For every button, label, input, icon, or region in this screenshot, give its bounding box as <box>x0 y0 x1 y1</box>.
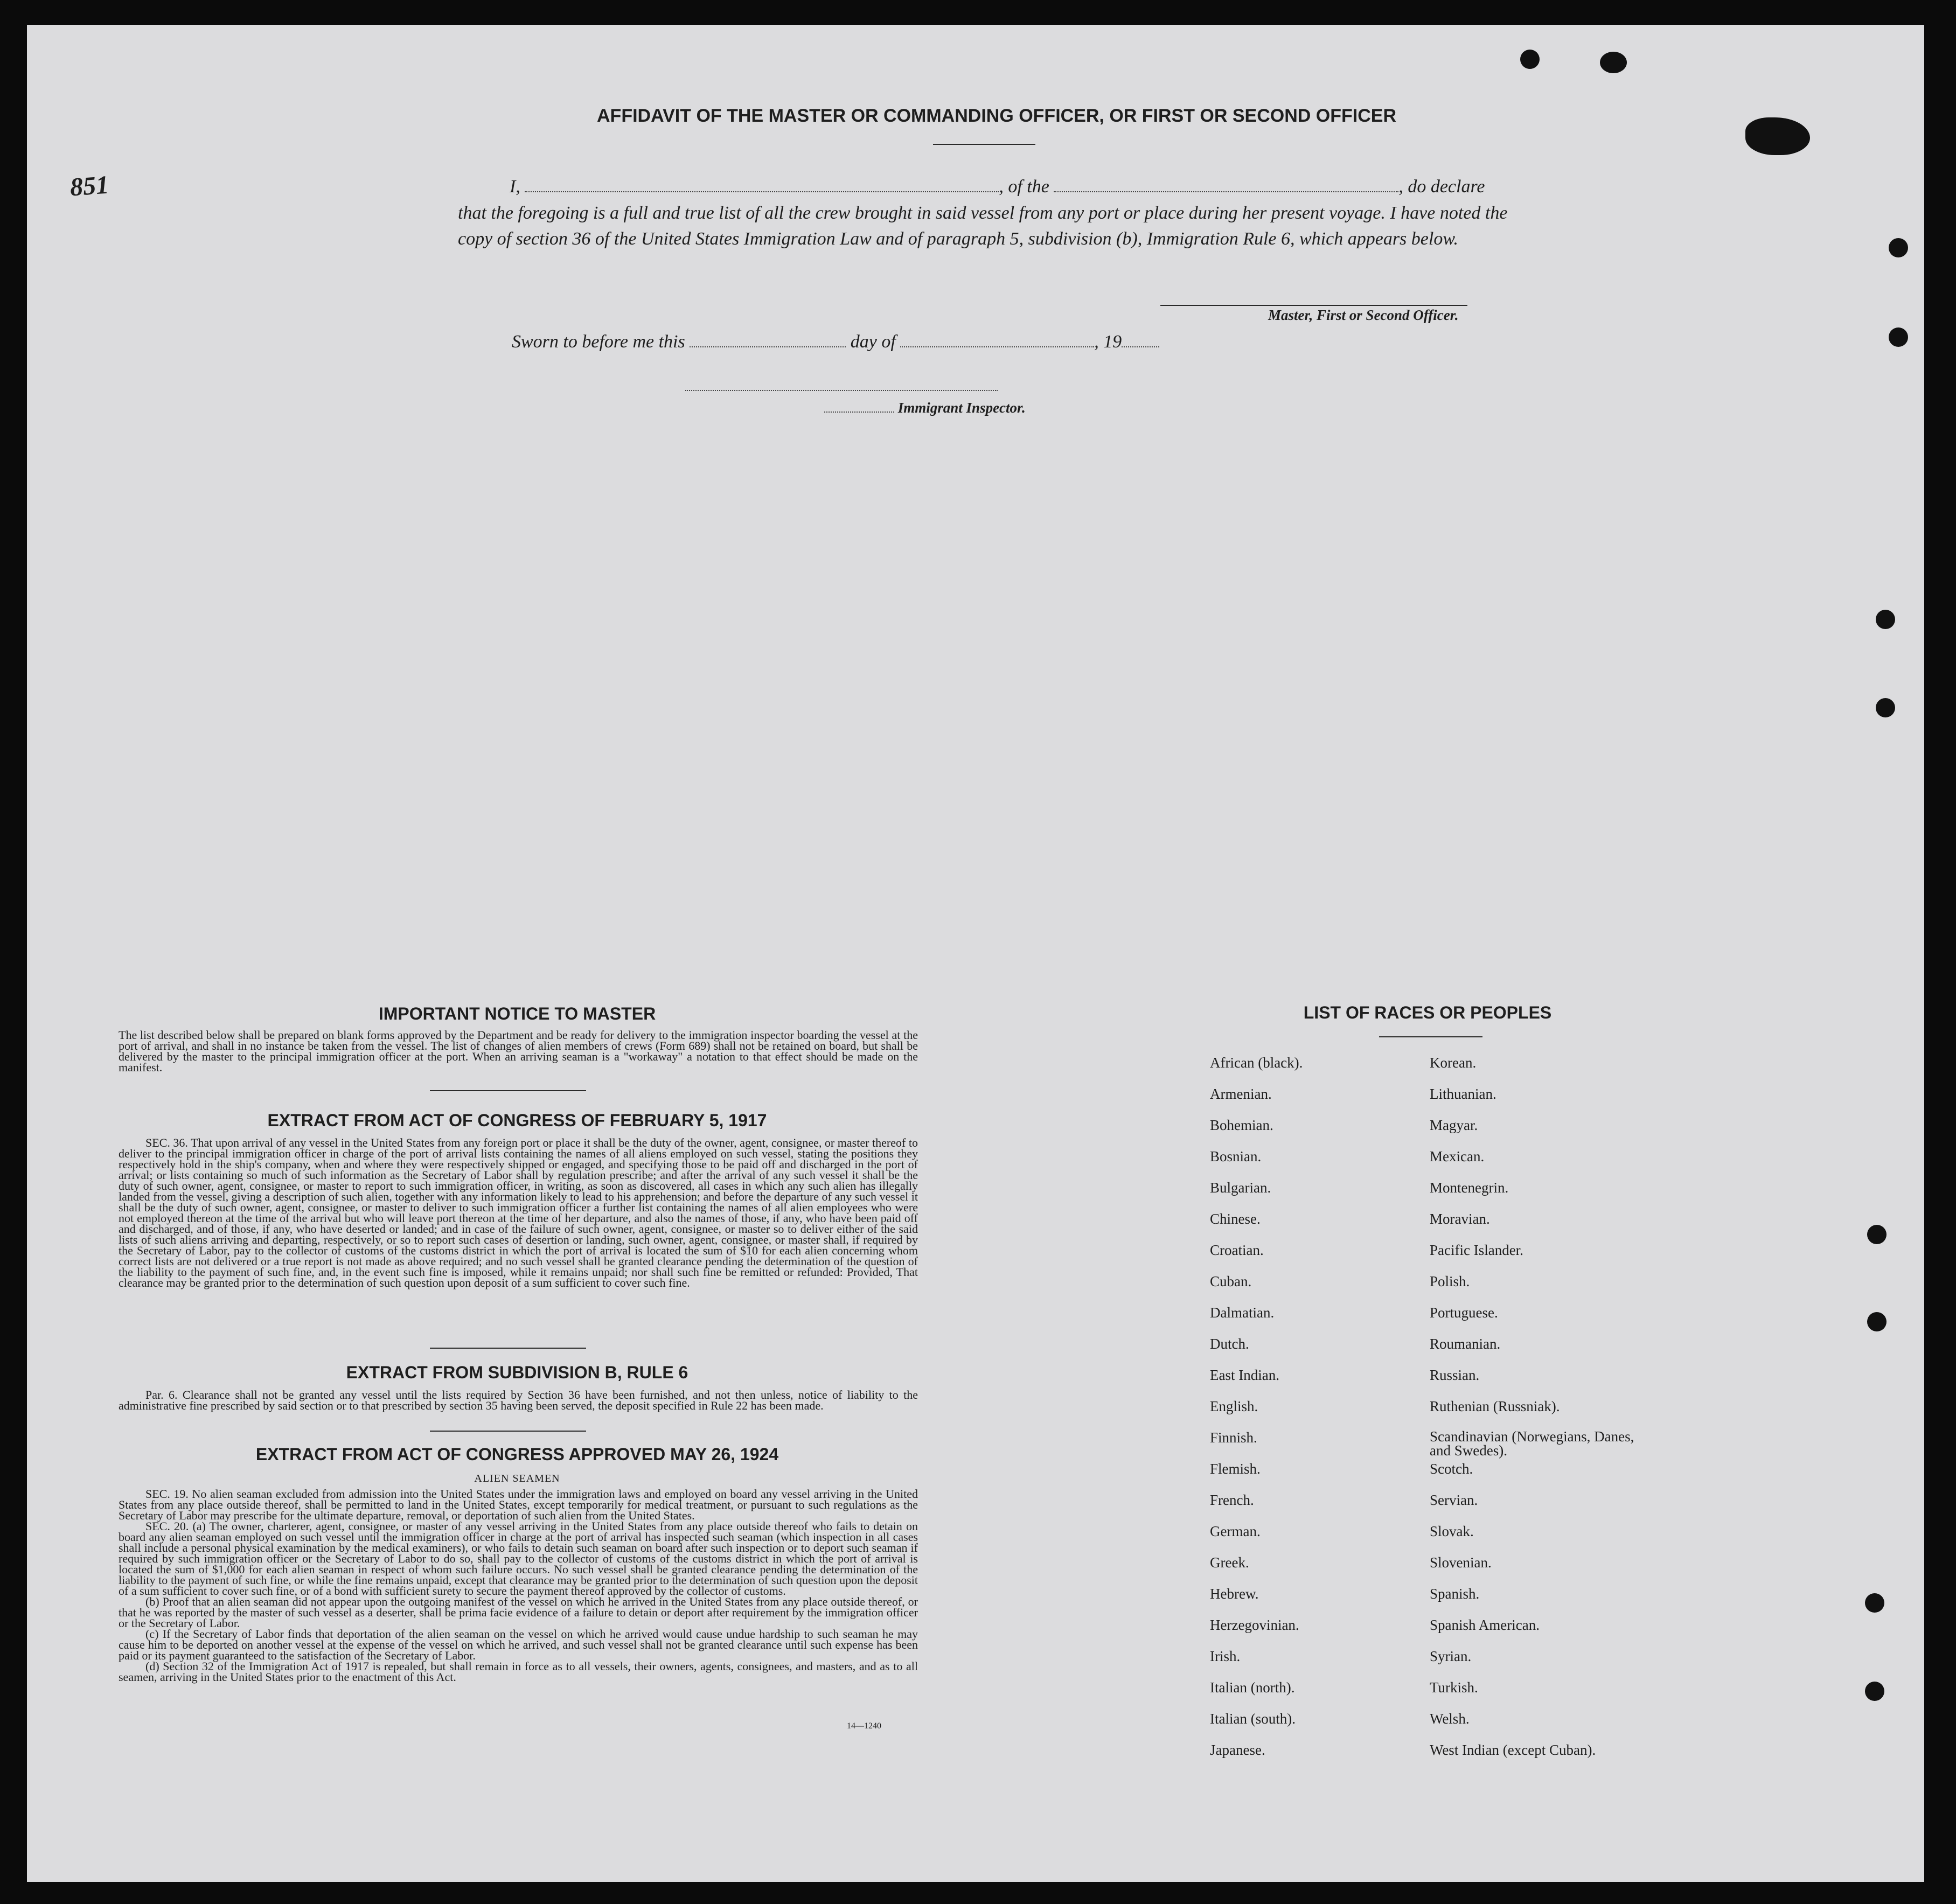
race-item: Mexican. <box>1430 1148 1485 1164</box>
race-item: Korean. <box>1430 1055 1477 1071</box>
race-item: Irish. <box>1210 1648 1241 1664</box>
race-item: German. <box>1210 1523 1261 1539</box>
divider <box>933 144 1035 145</box>
race-item: African (black). <box>1210 1055 1303 1071</box>
inspector-signature-line <box>685 390 998 391</box>
name-field[interactable] <box>525 191 999 192</box>
race-item: Greek. <box>1210 1554 1249 1571</box>
i-label: I, <box>510 177 520 197</box>
punch-hole <box>1876 610 1895 629</box>
race-item: Chinese. <box>1210 1211 1261 1227</box>
extract-1924-paragraph: (d) Section 32 of the Immigration Act of 1917 is repealed, but shall remain in force as to all vessels, their owners, agents, consignees, and masters, and as to all seamen, arriving in the United States prior to the enactment of this Act. <box>119 1659 918 1684</box>
declaration-line <box>510 177 1485 197</box>
year-field[interactable] <box>1122 346 1159 347</box>
punch-hole <box>1600 52 1627 73</box>
race-item: Servian. <box>1430 1492 1478 1508</box>
race-item: Flemish. <box>1210 1461 1261 1477</box>
race-item: Bohemian. <box>1210 1117 1273 1133</box>
punch-hole <box>1520 50 1540 69</box>
race-item: Croatian. <box>1210 1242 1264 1258</box>
races-right-column <box>1430 1055 1634 1773</box>
race-item: Finnish. <box>1210 1429 1257 1446</box>
extract-1924-subtitle: ALIEN SEAMEN <box>474 1473 560 1484</box>
punch-hole <box>1876 698 1895 717</box>
vessel-field[interactable] <box>1054 191 1398 192</box>
race-item: Bulgarian. <box>1210 1180 1271 1196</box>
rule6-text: Par. 6. Clearance shall not be granted any vessel until the lists required by Section 36 have been furnished, and not then unless, notice of liability to the administrative fine prescribed by said section or to that prescribed by section 35 having been served, the deposit specified in Rule 22 has been made. <box>119 1388 918 1412</box>
extract-1924-body <box>119 1489 918 1683</box>
race-item: Turkish. <box>1430 1679 1478 1696</box>
race-item: Roumanian. <box>1430 1336 1501 1352</box>
race-item: Polish. <box>1430 1273 1470 1289</box>
race-item: Slovenian. <box>1430 1554 1492 1571</box>
punch-hole <box>1889 327 1908 347</box>
race-item: English. <box>1210 1398 1258 1414</box>
race-item: Italian (north). <box>1210 1679 1295 1696</box>
race-item: Armenian. <box>1210 1086 1272 1102</box>
inspector-label: Immigrant Inspector. <box>897 400 1026 416</box>
race-item: Moravian. <box>1430 1211 1490 1227</box>
race-item: Dutch. <box>1210 1336 1249 1352</box>
do-declare-label: , do declare <box>1398 177 1485 197</box>
sworn-line <box>512 332 1159 352</box>
divider <box>1379 1036 1482 1037</box>
race-item: Lithuanian. <box>1430 1086 1496 1102</box>
divider <box>430 1348 586 1349</box>
punch-hole <box>1889 238 1908 257</box>
race-item: Scandinavian (Norwegians, Danes, and Swedes). <box>1430 1428 1634 1459</box>
notice-title: IMPORTANT NOTICE TO MASTER <box>378 1004 656 1023</box>
divider <box>430 1090 586 1091</box>
form-number: 14—1240 <box>847 1721 881 1731</box>
punch-hole <box>1867 1312 1887 1331</box>
race-item: Welsh. <box>1430 1711 1470 1727</box>
affidavit-body: that the foregoing is a full and true list of all the crew brought in said vessel from any port or place during her present voyage. I have noted the copy of section 36 of the United States Immigration Law and of paragraph 5, subdivision (b), Immigration Rule 6, which appears below. <box>458 203 1508 249</box>
race-item: Herzegovinian. <box>1210 1617 1299 1633</box>
race-item: West Indian (except Cuban). <box>1430 1742 1596 1758</box>
affidavit-title: AFFIDAVIT OF THE MASTER OR COMMANDING OFFICER, OR FIRST OR SECOND OFFICER <box>597 106 1396 126</box>
extract-1917-text: SEC. 36. That upon arrival of any vessel in the United States from any foreign port or place it shall be the duty of the owner, agent, consignee, or master thereof to deliver to the principal immigration officer in charge of the port of arrival lists containing the names of all aliens employed on such vessel, stating the positions they respectively hold in the ship's company, when and where they were respectively shipped or engaged, and specifying those to be paid off and discharged in the port of arrival; or lists containing so much of such information as the Secretary of Labor shall by regulation prescribe; and after the arrival of any such vessel it shall be the duty of such owner, agent, consignee, or master to report to such immigration officer, in writing, as soon as discovered, all cases in which any such alien has illegally landed from the vessel, giving a description of such alien, together with any information likely to lead to his apprehension; and before the departure of any such vessel it shall be the duty of such owner, agent, consignee, or master to deliver to such immigration officer a further list containing the names of all alien employees who were not employed thereon at the time of the arrival but who will leave port thereon at the time of her departure, and also the names of those, if any, who have been paid off and discharged, and of those, if any, who have deserted or landed; and in case of the failure of such owner, agent, consignee, or master so to deliver either of the said lists of such aliens arriving and departing, respectively, or so to report such cases of desertion or landing, such owner, agent, consignee, or master shall, if required by the Secretary of Labor, pay to the collector of customs of the customs district in which the port of arrival is located the sum of $10 for each alien concerning whom correct lists are not delivered or a true report is not made as above required; and no such vessel shall be granted clearance pending the determination of the question of the liability to the payment of such fine, and, in the event such fine is imposed, while it remains unpaid; nor shall such fine be remitted or refunded: Provided, That clearance may be granted prior to the determination of such question upon deposit of a sum sufficient to cover such fine. <box>119 1136 918 1289</box>
sworn-label: Sworn to before me this <box>512 332 685 352</box>
race-item: Japanese. <box>1210 1742 1265 1758</box>
day-of-label: day of <box>850 332 896 352</box>
divider <box>430 1431 586 1432</box>
race-item: Syrian. <box>1430 1648 1472 1664</box>
punch-hole <box>1865 1593 1884 1613</box>
signature-caption: Master, First or Second Officer. <box>1268 307 1459 323</box>
punch-hole <box>1867 1225 1887 1244</box>
extract-1924-paragraph: (b) Proof that an alien seaman did not appear upon the outgoing manifest of the vessel on which he arrived in the United States from any place outside thereof, or that he was reported by the master of such vessel as a deserter, shall be prima facie evidence of a failure to detain or deport after requirement by the immigration officer or the Secretary of Labor. <box>119 1595 918 1630</box>
race-item: Spanish. <box>1430 1586 1480 1602</box>
races-title: LIST OF RACES OR PEOPLES <box>1303 1003 1552 1022</box>
year-label: , 19 <box>1094 332 1122 352</box>
race-item: French. <box>1210 1492 1254 1508</box>
race-item: Spanish American. <box>1430 1617 1540 1633</box>
race-item: Portuguese. <box>1430 1305 1498 1321</box>
extract-1924-title: EXTRACT FROM ACT OF CONGRESS APPROVED MAY 26, 1924 <box>255 1445 779 1464</box>
punch-hole <box>1865 1682 1884 1701</box>
race-item: East Indian. <box>1210 1367 1279 1383</box>
extract-1917-title: EXTRACT FROM ACT OF CONGRESS OF FEBRUARY 5, 1917 <box>267 1111 767 1130</box>
races-left-column <box>1210 1055 1303 1773</box>
race-item: Cuban. <box>1210 1273 1252 1289</box>
race-item: Russian. <box>1430 1367 1480 1383</box>
race-item: Ruthenian (Russniak). <box>1430 1398 1560 1414</box>
race-item: Slovak. <box>1430 1523 1474 1539</box>
race-item: Dalmatian. <box>1210 1305 1275 1321</box>
race-item: Hebrew. <box>1210 1586 1259 1602</box>
signature-line <box>1160 305 1467 306</box>
race-item: Italian (south). <box>1210 1711 1296 1727</box>
inspector-field[interactable] <box>824 412 894 413</box>
sworn-day-field[interactable] <box>690 346 846 347</box>
extract-1924-paragraph: SEC. 19. No alien seaman excluded from admission into the United States under the immigration laws and employed on board any vessel arriving in the United States from any place outside thereof, shall be permitted to land in the United States, except temporarily for medical treatment, or pursuant to such regulations as the Secretary of Labor may prescribe for the ultimate departure, removal, or deportation of such alien from the United States. <box>119 1487 918 1522</box>
extract-1924-paragraph: (c) If the Secretary of Labor finds that deportation of the alien seaman on the vessel on which he arrived would cause undue hardship to such seaman he may cause him to be deported on another vessel at the expense of the vessel on which he arrived, and such vessel shall not be granted clearance until such expense has been paid or its payment guaranteed to the satisfaction of the Secretary of Labor. <box>119 1627 918 1662</box>
sworn-month-field[interactable] <box>900 346 1094 347</box>
race-item: Scotch. <box>1430 1461 1473 1477</box>
inspector-line <box>824 400 1026 416</box>
of-the-label: , of the <box>999 177 1049 197</box>
race-item: Bosnian. <box>1210 1148 1262 1164</box>
notice-text: The list described below shall be prepared on blank forms approved by the Department and be ready for delivery to the immigration inspector boarding the vessel at the port of arrival, and shall in no instance be taken from the vessel. The list of changes of alien members of crews (Form 689) shall not be retained on board, but shall be delivered by the master to the principal immigration officer at the port. When an arriving seaman is a "workaway" a notation to that effect should be made on the manifest. <box>119 1028 918 1074</box>
extract-1924-paragraph: SEC. 20. (a) The owner, charterer, agent, consignee, or master of any vessel arriving in the United States from any place outside thereof who fails to detain on board any alien seaman employed on such vessel until the immigration officer in charge at the port of arrival has inspected such seaman (which inspection in all cases shall include a personal physical examination by the medical examiners), or who fails to detain such seaman on board after such inspection or to deport such seaman if required by such immigration officer or the Secretary of Labor to do so, shall pay to the collector of customs of the customs district in which the port of arrival is located the sum of $1,000 for each alien seaman in respect of whom such failure occurs. No such vessel shall be granted clearance pending the determination of the liability to the payment of such fine, or while the fine remains unpaid, except that clearance may be granted prior to the determination of such question upon the deposit of a sum sufficient to cover such fine, or of a bond with sufficient surety to secure the payment thereof approved by the collector of customs. <box>119 1519 918 1598</box>
race-item: Pacific Islander. <box>1430 1242 1523 1258</box>
race-item: Montenegrin. <box>1430 1180 1509 1196</box>
margin-mark: 851 <box>69 170 110 202</box>
race-item: Magyar. <box>1430 1117 1478 1133</box>
rule6-title: EXTRACT FROM SUBDIVISION B, RULE 6 <box>346 1363 688 1382</box>
